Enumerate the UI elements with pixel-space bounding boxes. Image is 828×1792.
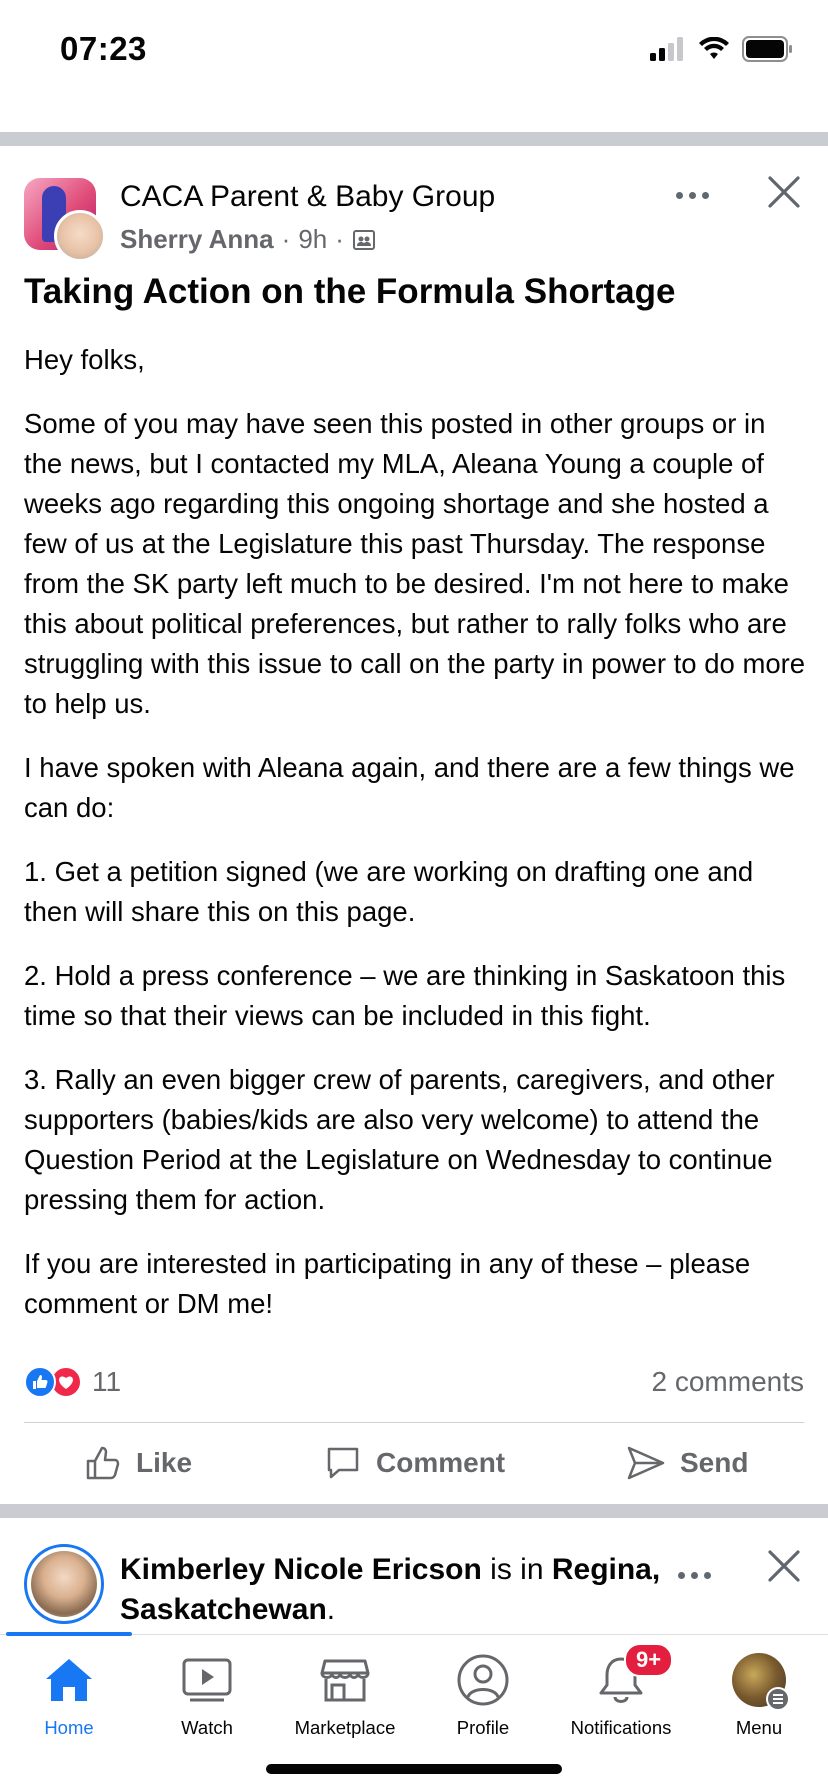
meta-dot: ·: [281, 224, 291, 254]
feed-separator: [0, 132, 828, 146]
close-icon[interactable]: [764, 172, 804, 212]
like-button[interactable]: [84, 1444, 192, 1482]
next-post-avatar[interactable]: [24, 1544, 104, 1624]
status-bar: [0, 0, 828, 96]
like-reaction-icon: [24, 1366, 56, 1398]
next-post-text: Kimberley Nicole Ericson is in Regina, Saskatchewan.: [120, 1553, 661, 1626]
signal-icon: [650, 37, 686, 61]
comment-icon: [324, 1444, 362, 1482]
author-name[interactable]: Sherry Anna: [120, 224, 274, 254]
tab-marketplace[interactable]: Marketplace: [276, 1653, 414, 1739]
author-avatar[interactable]: [54, 210, 106, 262]
status-time: 07:23: [60, 30, 147, 67]
comment-count[interactable]: 2 comments: [651, 1366, 804, 1397]
send-button[interactable]: [626, 1444, 748, 1482]
notifications-badge: 9+: [624, 1643, 673, 1677]
post-body: [24, 340, 806, 1348]
tab-watch[interactable]: Watch: [138, 1653, 276, 1739]
menu-icon: [766, 1687, 790, 1711]
post-paragraph: 1. Get a petition signed (we are working on drafting one and then will share this on this page.: [24, 856, 754, 927]
feed-separator: [0, 1504, 828, 1518]
menu-avatar: [732, 1653, 786, 1707]
group-name[interactable]: CACA Parent & Baby Group: [120, 180, 496, 213]
tab-home[interactable]: Home: [0, 1653, 138, 1739]
post-paragraph: I have spoken with Aleana again, and there are a few things we can do:: [24, 752, 795, 823]
post-paragraph: 2. Hold a press conference – we are thinking in Saskatoon this time so that their views can be included in this fight.: [24, 960, 786, 1031]
next-post-author[interactable]: Kimberley Nicole Ericson: [120, 1553, 482, 1586]
post-paragraph: Hey folks,: [24, 344, 145, 375]
post-paragraph: If you are interested in participating in any of these – please comment or DM me!: [24, 1248, 751, 1319]
tab-profile[interactable]: Profile: [414, 1653, 552, 1739]
tab-notifications[interactable]: 9+ Notifications: [552, 1653, 690, 1739]
next-post-header: [0, 1518, 828, 1634]
bell-icon: [594, 1647, 662, 1707]
post-meta: [120, 224, 376, 255]
status-icons: [650, 36, 794, 62]
post-paragraph: Some of you may have seen this posted in other groups or in the news, but I contacted my MLA, Aleana Young a couple of weeks ago regarding this ongoing shortage and she hosted a few of us at the Legislature this past Thursday. The response from the SK party left much to be desired. I'm not here to make this about political preferences, but rather to rally folks who are struggling with this issue to call on the party in power to do more to help us.: [24, 408, 806, 719]
meta-dot: ·: [335, 224, 344, 254]
group-members-icon: [352, 228, 376, 252]
post-title: Taking Action on the Formula Shortage: [24, 272, 676, 311]
active-tab-indicator: [6, 1632, 132, 1636]
next-post-location[interactable]: Regina, Saskatchewan: [120, 1553, 661, 1626]
post-time[interactable]: 9h: [298, 224, 328, 254]
like-label: Like: [136, 1447, 193, 1478]
comment-button[interactable]: [324, 1444, 505, 1482]
home-indicator: [266, 1764, 562, 1774]
divider: [24, 1422, 804, 1423]
close-icon[interactable]: [764, 1546, 804, 1586]
store-icon: [318, 1653, 372, 1707]
post-paragraph: 3. Rally an even bigger crew of parents, caregivers, and other supporters (babies/kids are also very welcome) to attend the Question Period at the Legislature on Wednesday to continue pressing them for action.: [24, 1064, 775, 1215]
reactions-summary[interactable]: [24, 1366, 121, 1398]
tab-menu[interactable]: Menu: [690, 1653, 828, 1739]
reaction-count: 11: [92, 1366, 122, 1397]
next-post-more-options-button[interactable]: [670, 1560, 718, 1590]
battery-icon: [742, 36, 794, 62]
profile-icon: [456, 1653, 510, 1707]
post-more-options-button[interactable]: [668, 180, 716, 210]
video-icon: [180, 1653, 234, 1707]
post-actions: [0, 1444, 828, 1484]
thumbs-up-icon: [84, 1444, 122, 1482]
wifi-icon: [698, 37, 730, 61]
post-header: [24, 172, 804, 262]
home-icon: [42, 1653, 96, 1707]
comment-label: Comment: [376, 1447, 506, 1478]
send-icon: [626, 1444, 666, 1482]
send-label: Send: [680, 1447, 749, 1478]
